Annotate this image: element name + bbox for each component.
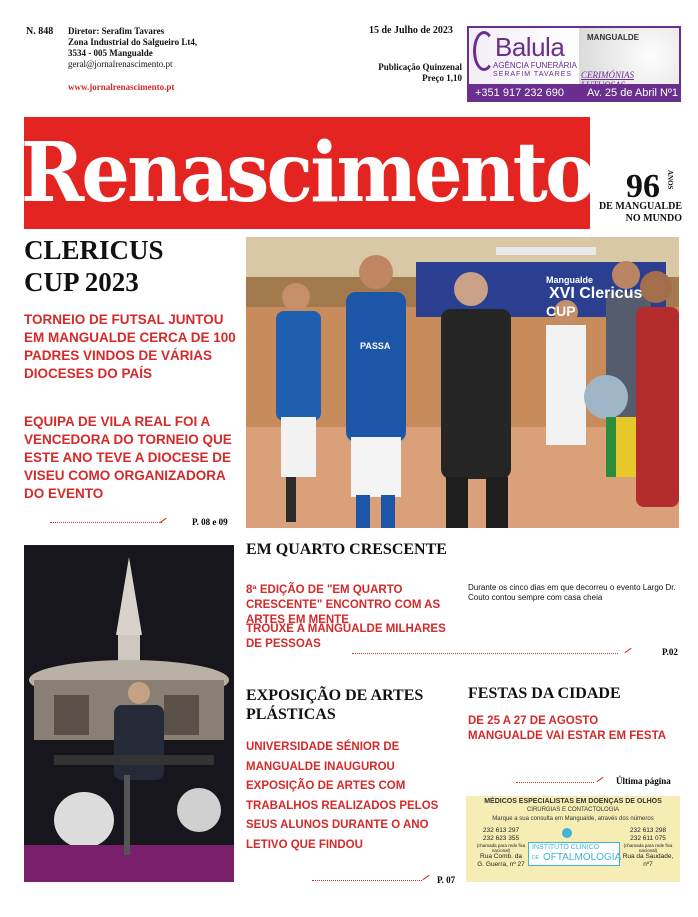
logo-line1: INSTITUTO CLÍNICO xyxy=(532,844,600,851)
divider-dots xyxy=(516,782,594,783)
ad-subtitle: AGÊNCIA FUNERÁRIA xyxy=(493,61,578,70)
ad-left-addr1: Rua Comb. da xyxy=(480,853,522,860)
logo-line2: OFTALMOLOGIA xyxy=(543,852,622,863)
lead-headline-line1: CLERICUS xyxy=(24,235,164,265)
funeral-agency-ad[interactable] xyxy=(467,26,681,102)
tagline-line1: DE MANGUALDE xyxy=(598,201,682,212)
publication-frequency: Publicação Quinzenal xyxy=(378,62,462,72)
ad-address: Av. 25 de Abril Nº1 xyxy=(587,87,679,99)
crescente-headline2: TROUXE A MANGUALDE MILHARES DE PESSOAS xyxy=(246,623,446,650)
divider-dots xyxy=(352,653,618,654)
ad-logo-box xyxy=(528,842,620,866)
ophthalmology-ad[interactable] xyxy=(466,796,680,882)
exposicao-body xyxy=(246,738,458,855)
lead-headline[interactable] xyxy=(24,234,164,298)
balula-logo-icon xyxy=(473,31,495,71)
eye-logo-icon xyxy=(562,828,572,838)
address-line2: 3534 - 005 Mangualde xyxy=(68,48,153,58)
divider-slash xyxy=(422,875,429,880)
lead-para2: EQUIPA DE VILA REAL FOI A VENCEDORA DO TORNEIO QUE ESTE ANO TEVE A DIOCESE DE VISEU COMO ORGANIZADORA DO EVENTO xyxy=(24,414,232,501)
price: Preço 1,10 xyxy=(422,73,462,83)
exposicao-page-ref[interactable]: P. 07 xyxy=(437,875,456,885)
lead-headline-line2: CUP 2023 xyxy=(24,267,139,297)
issue-date: 15 de Julho de 2023 xyxy=(369,25,453,36)
divider-slash xyxy=(596,777,603,782)
exposicao-line: EXPOSIÇÃO DE ARTES COM xyxy=(246,780,406,792)
exposicao-line: UNIVERSIDADE SÉNIOR DE xyxy=(246,741,400,753)
ad-service: CERIMÓNIAS xyxy=(581,70,634,80)
photo-banner-text3: CUP xyxy=(546,303,576,319)
director: Diretor: Serafim Tavares xyxy=(68,26,165,36)
website-link[interactable]: www.jornalrenascimento.pt xyxy=(68,82,175,92)
exposicao-line: LETIVO QUE FINDOU xyxy=(246,838,363,851)
ad-location: MANGUALDE xyxy=(587,33,639,42)
photo-banner-text1: Mangualde xyxy=(546,275,594,285)
festas-headline2: MANGUALDE VAI ESTAR EM FESTA xyxy=(468,730,667,742)
crescente-headline1: 8ª EDIÇÃO DE "EM QUARTO CRESCENTE" ENCONTRO COM AS ARTES EM MENTE xyxy=(246,584,441,626)
address-line1: Zona Industrial do Salgueiro Lt4, xyxy=(68,37,198,47)
ad-left-phone1: 232 613 297 xyxy=(482,827,520,834)
photo-banner-text2: XVI Clericus xyxy=(549,285,643,302)
lead-page-ref[interactable]: P. 08 e 09 xyxy=(192,517,228,527)
divider-dots xyxy=(50,522,162,523)
masthead-banner xyxy=(20,117,594,229)
ad-bottom-title: MÉDICOS ESPECIALISTAS EM DOENÇAS DE OLHOS xyxy=(484,798,662,805)
ad-right-addr2: nº7 xyxy=(643,861,653,868)
tagline xyxy=(592,201,682,225)
clericus-cup-photo xyxy=(246,237,679,528)
ad-right-note: (chamada para rede fixa nacional) xyxy=(623,843,673,853)
fountain-photo-illustration xyxy=(24,545,234,882)
ad-right-phone2: 232 611 075 xyxy=(630,835,666,842)
lead-para1: TORNEIO DE FUTSAL JUNTOU EM MANGUALDE CERCA DE 100 PADRES VINDOS DE VÁRIAS DIOCESES DO PAÍS xyxy=(24,312,236,381)
newspaper-title: Renascimento xyxy=(20,125,594,221)
issue-number: N. 848 xyxy=(26,26,54,37)
ad-right-addr1: Rua da Saudade, xyxy=(622,853,674,860)
years-number: 96 xyxy=(626,168,660,205)
exposicao-line: TRABALHOS REALIZADOS PELOS xyxy=(246,799,439,812)
divider-slash xyxy=(159,518,166,523)
ad-left-note: (chamada para rede fixa nacional) xyxy=(476,843,526,853)
email: geral@jornalrenascimento.pt xyxy=(68,59,173,69)
crescente-section-title[interactable]: EM QUARTO CRESCENTE xyxy=(246,541,447,558)
festas-page-ref[interactable]: Última página xyxy=(616,776,671,786)
divider-dots xyxy=(312,880,422,881)
fountain-performer-photo xyxy=(24,545,234,882)
ad-bottom-note: Marque a sua consulta em Mangualde, através dos números xyxy=(492,816,654,822)
divider-slash xyxy=(624,648,631,653)
crescente-page-ref[interactable]: P.02 xyxy=(662,647,678,657)
publication-info xyxy=(370,62,462,84)
masthead-info xyxy=(68,26,197,70)
ad-left-phone2: 232 623 355 xyxy=(482,835,520,842)
exposicao-section-title[interactable]: EXPOSIÇÃO DE ARTES PLÁSTICAS xyxy=(246,687,424,723)
ad-phone: +351 917 232 690 xyxy=(475,87,565,99)
ad-owner: SERAFIM TAVARES xyxy=(493,71,573,78)
ad-left-addr2: G. Guerra, nº 27 xyxy=(477,861,525,868)
logo-prefix: DE xyxy=(532,855,539,861)
festas-section-title[interactable]: FESTAS DA CIDADE xyxy=(468,685,621,702)
ad-brand: Balula xyxy=(495,32,565,62)
exposicao-line: MANGUALDE INAUGUROU xyxy=(246,760,395,773)
ad-right-contacts xyxy=(620,827,676,869)
years-word: ANOS xyxy=(666,170,674,190)
clericus-photo-illustration xyxy=(246,237,679,528)
festas-headline1: DE 25 A 27 DE AGOSTO xyxy=(468,715,599,727)
exposicao-line: SEUS ALUNOS DURANTE O ANO xyxy=(246,819,429,831)
ad-right-phone1: 232 613 298 xyxy=(629,827,667,834)
ad-bottom-subtitle: CIRURGIAS E CONTACTOLOGIA xyxy=(526,807,620,813)
tagline-line2: NO MUNDO xyxy=(625,213,682,224)
crescente-caption: Durante os cinco dias em que decorreu o evento Largo Dr. Couto contou sempre com casa cheia xyxy=(468,583,676,602)
ad-left-contacts xyxy=(476,827,526,869)
jersey-text: PASSA xyxy=(360,341,391,351)
